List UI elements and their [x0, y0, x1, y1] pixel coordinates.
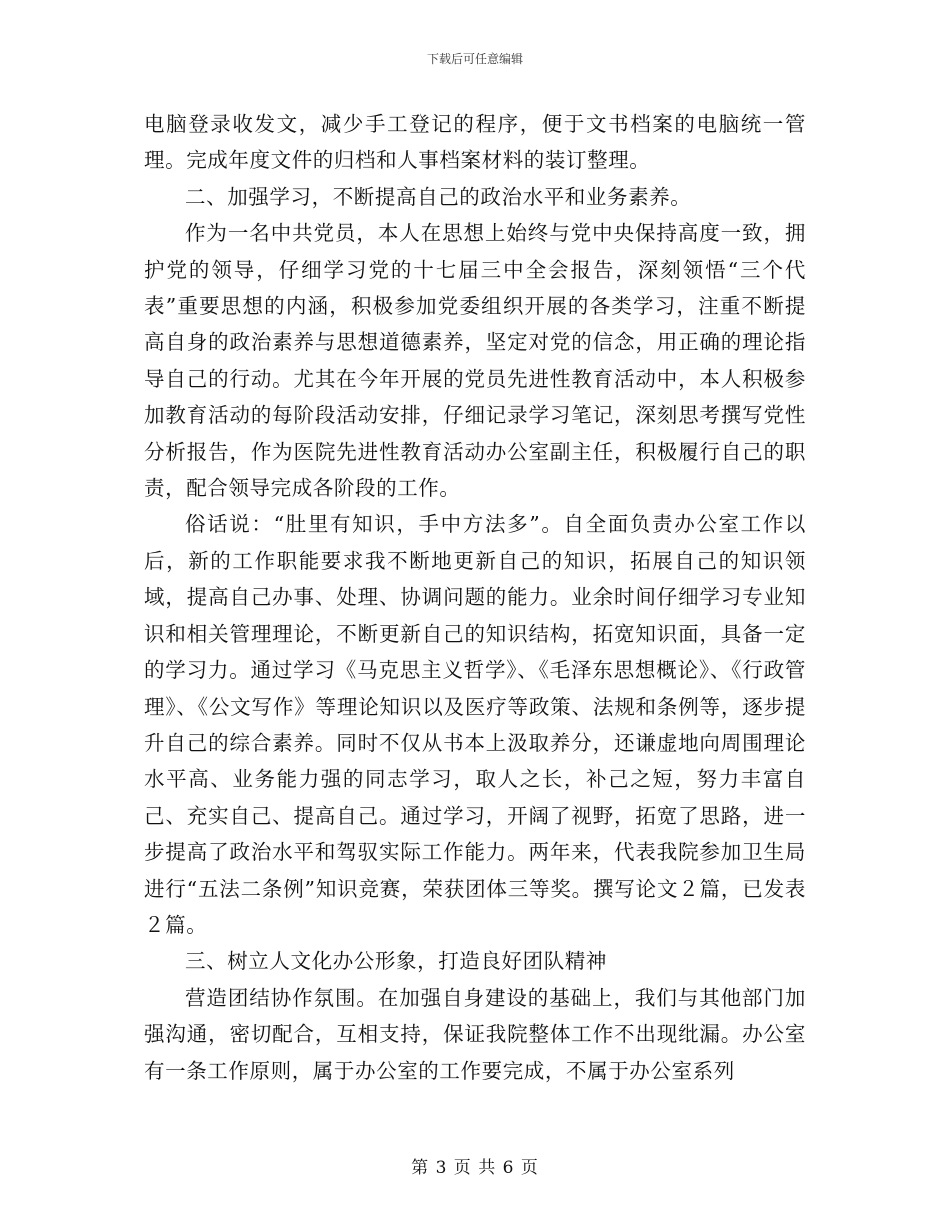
paragraph-teamwork: 营造团结协作氛围。在加强自身建设的基础上，我们与其他部门加强沟通，密切配合，互相支持，保证我院整体工作不出现纰漏。办公室有一条工作原则，属于办公室的工作要完成，不属于办公室系列	[144, 985, 806, 1083]
section-heading-2: 二、加强学习，不断提高自己的政治水平和业务素养。	[185, 184, 692, 209]
paragraph-learning: 俗话说：“肚里有知识，手中方法多”。自全面负责办公室工作以后，新的工作职能要求我不断地更新自己的知识，拓展自己的知识领域，提高自己办事、处理、协调问题的能力。业余时间仔细学习专业知识和相关管理理论，不断更新自己的知识结构，拓宽知识面，具备一定的学习力。通过学习《马克思主义哲学》、《毛泽东思想概论》、《行政管理》、《公文写作》等理论知识以及医疗等政策、法规和条例等，逐步提升自己的综合素养。同时不仅从书本上汲取养分，还谦虚地向周围理论水平高、业务能力强的同志学习，取人之长，补己之短，努力丰富自己、充实自己、提高自己。通过学习，开阔了视野，拓宽了思路，进一步提高了政治水平和驾驭实际工作能力。两年来，代表我院参加卫生局进行“五法二条例”知识竞赛，荣获团体三等奖。撰写论文２篇，已发表２篇。	[144, 512, 806, 937]
document-body	[144, 106, 806, 1089]
paragraph-party-member: 作为一名中共党员，本人在思想上始终与党中央保持高度一致，拥护党的领导，仔细学习党的十七届三中全会报告，深刻领悟“三个代表”重要思想的内涵，积极参加党委组织开展的各类学习，注重不断提高自身的政治素养与思想道德素养，坚定对党的信念，用正确的理论指导自己的行动。尤其在今年开展的党员先进性教育活动中，本人积极参加教育活动的每阶段活动安排，仔细记录学习笔记，深刻思考撰写党性分析报告，作为医院先进性教育活动办公室副主任，积极履行自己的职责，配合领导完成各阶段的工作。	[144, 221, 806, 501]
section-heading-3: 三、树立人文化办公形象，打造良好团队精神	[185, 949, 607, 974]
page-number: 第 3 页 共 6 页	[411, 1158, 539, 1178]
paragraph-continuation: 电脑登录收发文，减少手工登记的程序，便于文书档案的电脑统一管理。完成年度文件的归档和人事档案材料的装订整理。	[144, 112, 806, 173]
page-header-note: 下载后可任意编辑	[426, 52, 523, 66]
